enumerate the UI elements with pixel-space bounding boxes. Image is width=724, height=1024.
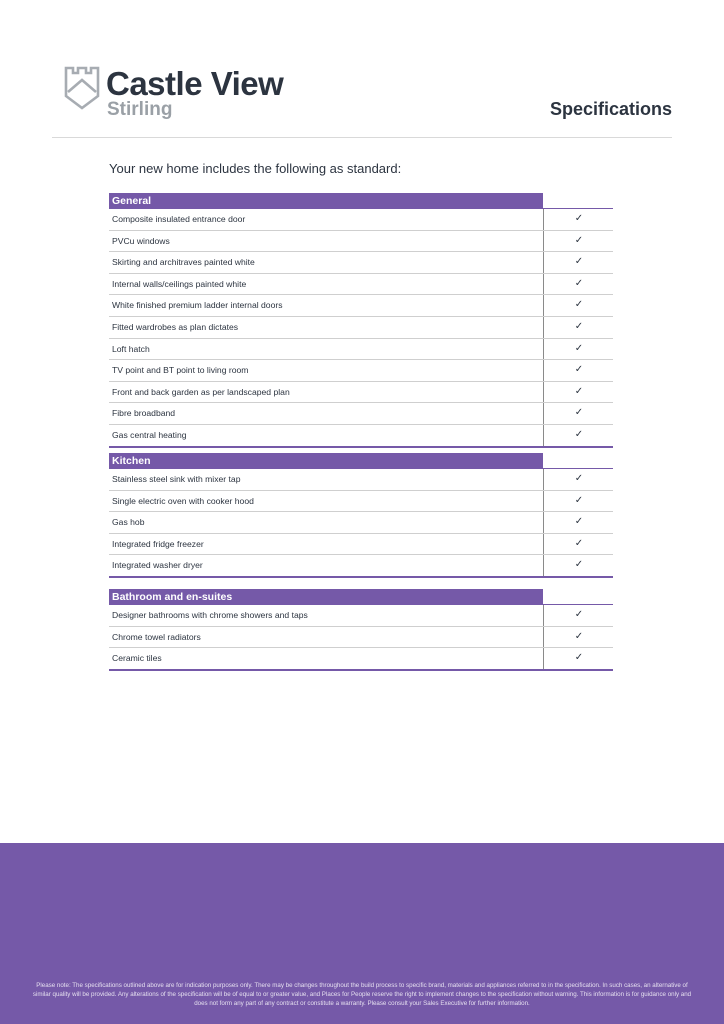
check-icon: ✓ — [543, 605, 613, 626]
check-icon: ✓ — [543, 295, 613, 316]
spec-row — [109, 648, 613, 669]
spec-item: PVCu windows — [112, 235, 170, 246]
castle-shield-icon — [64, 66, 100, 110]
brand-name: Castle View — [106, 65, 284, 102]
spec-row — [109, 534, 613, 556]
check-icon: ✓ — [543, 491, 613, 512]
spec-row — [109, 469, 613, 491]
check-icon: ✓ — [543, 382, 613, 403]
spec-row — [109, 382, 613, 404]
check-icon: ✓ — [543, 555, 613, 576]
section-bathroom — [109, 589, 613, 671]
spec-row — [109, 627, 613, 649]
spec-item: Stainless steel sink with mixer tap — [112, 474, 241, 484]
spec-row — [109, 360, 613, 382]
spec-item: Ceramic tiles — [112, 653, 162, 664]
spec-item: TV point and BT point to living room — [112, 365, 249, 376]
spec-item: Single electric oven with cooker hood — [112, 495, 254, 506]
check-icon: ✓ — [543, 425, 613, 446]
footer-disclaimer: Please note: The specifications outlined above are for indication purposes only. There may be changes throughout the build process to specific brand, materials and appliances referred to in the specification. In such cases, an alternative of similar quality will be provided. Any alterations of the specification will be of equal to or greater value, and Places for People reserve the right to implement changes to the specification without warning. This information is for guidance only and does not form any part of any contract or constitute a warranty. Please consult your Sales Executive for further information. — [32, 982, 692, 1007]
spec-row — [109, 555, 613, 576]
spec-item: Skirting and architraves painted white — [112, 257, 255, 268]
spec-item: Designer bathrooms with chrome showers and taps — [112, 610, 308, 620]
check-icon: ✓ — [543, 231, 613, 252]
check-icon: ✓ — [543, 317, 613, 338]
check-icon: ✓ — [543, 360, 613, 381]
spec-row — [109, 231, 613, 253]
check-icon: ✓ — [543, 627, 613, 648]
spec-item: Internal walls/ceilings painted white — [112, 278, 247, 289]
check-icon: ✓ — [543, 534, 613, 555]
check-icon: ✓ — [543, 648, 613, 669]
check-icon: ✓ — [543, 252, 613, 273]
spec-item: Front and back garden as per landscaped plan — [112, 386, 290, 397]
section-heading: General — [109, 193, 543, 209]
check-icon: ✓ — [543, 209, 613, 230]
spec-item: Chrome towel radiators — [112, 631, 201, 642]
section-general — [109, 193, 613, 448]
spec-item: Fitted wardrobes as plan dictates — [112, 321, 239, 332]
check-icon: ✓ — [543, 469, 613, 490]
check-icon: ✓ — [543, 339, 613, 360]
section-heading: Bathroom and en-suites — [109, 589, 543, 605]
spec-row — [109, 403, 613, 425]
spec-item: White finished premium ladder internal doors — [112, 300, 283, 311]
spec-row — [109, 512, 613, 534]
spec-row — [109, 605, 613, 627]
spec-row — [109, 491, 613, 513]
spec-row — [109, 252, 613, 274]
castle-view-logo — [64, 66, 304, 126]
footer-band — [0, 843, 724, 1024]
spec-row — [109, 295, 613, 317]
check-icon: ✓ — [543, 274, 613, 295]
brand-location: Stirling — [107, 99, 173, 120]
check-icon: ✓ — [543, 403, 613, 424]
section-kitchen — [109, 453, 613, 578]
spec-row — [109, 339, 613, 361]
spec-row — [109, 425, 613, 446]
header-divider — [52, 137, 672, 138]
spec-item: Gas hob — [112, 517, 145, 528]
spec-rows — [109, 605, 613, 671]
spec-item: Integrated fridge freezer — [112, 538, 204, 549]
page-title: Specifications — [549, 99, 672, 119]
check-icon: ✓ — [543, 512, 613, 533]
spec-row — [109, 209, 613, 231]
spec-item: Fibre broadband — [112, 408, 176, 419]
intro-text: Your new home includes the following as standard: — [109, 161, 402, 176]
spec-row — [109, 317, 613, 339]
spec-rows — [109, 469, 613, 578]
spec-item: Integrated washer dryer — [112, 560, 203, 571]
page-header — [0, 0, 724, 140]
spec-row — [109, 274, 613, 296]
spec-rows — [109, 209, 613, 448]
section-heading: Kitchen — [109, 453, 543, 469]
spec-item: Loft hatch — [112, 343, 150, 354]
spec-item: Gas central heating — [112, 429, 187, 440]
spec-item: Composite insulated entrance door — [112, 214, 246, 224]
